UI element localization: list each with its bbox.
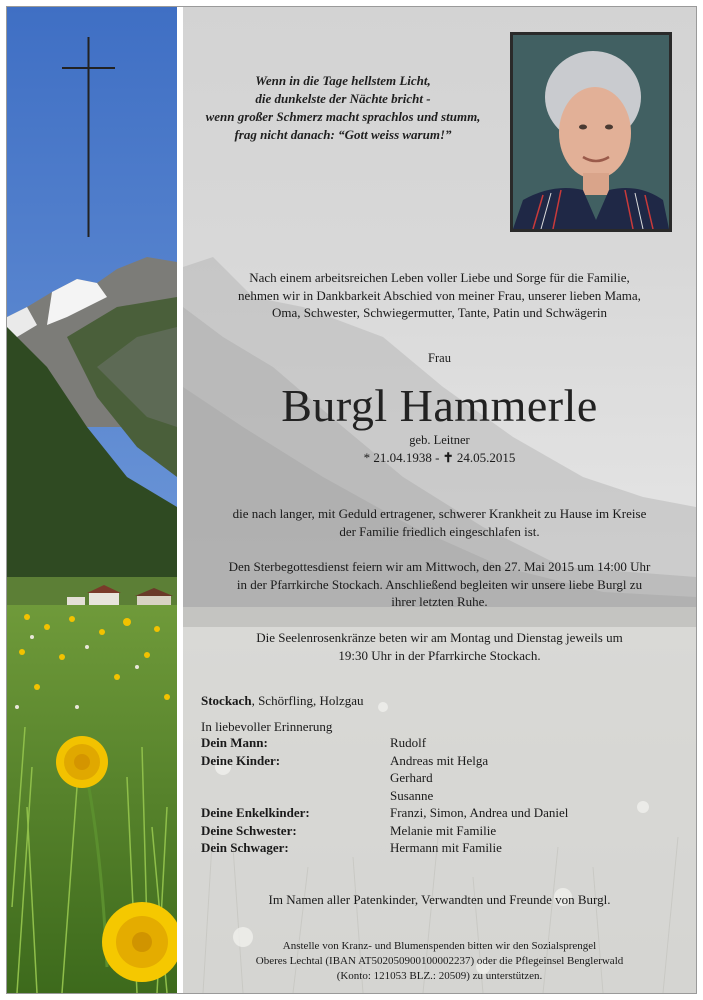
donation-line: Anstelle von Kranz- und Blumenspenden bitten wir den Sozialsprengel (282, 940, 597, 952)
illness-line: der Familie friedlich eingeschlafen ist. (339, 523, 540, 539)
remembrance-line: In liebevoller Erinnerung (201, 719, 333, 734)
donation-line: Oberes Lechtal (IBAN AT502050900100002237) oder die Pflegeinsel Benglerwald (255, 955, 624, 967)
intro-line: Nach einem arbeitsreichen Leben voller Liebe und Sorge für die Familie, (249, 270, 630, 285)
family-label: Deine Kinder: (201, 752, 281, 768)
obituary-card (6, 6, 697, 994)
donation-note (183, 939, 696, 984)
life-dates (183, 450, 696, 466)
funeral-text (183, 558, 696, 611)
family-value: Franzi, Simon, Andrea und Daniel (390, 805, 569, 820)
rosary-line: Die Seelenrosenkränze beten wir am Montag und Dienstag jeweils um (256, 630, 623, 645)
place-rest: , Schörfling, Holzgau (251, 693, 364, 708)
intro-text (183, 269, 696, 322)
portrait-photo (510, 32, 672, 232)
family-value: Andreas mit Helga (390, 752, 489, 768)
poem-line: Wenn in die Tage hellstem Licht, (255, 73, 431, 88)
family-label: Deine Schwester: (201, 822, 297, 838)
rosary-text (183, 629, 696, 664)
salutation: Frau (428, 351, 451, 365)
family-value: Melanie mit Familie (390, 822, 497, 838)
rosary-line: 19:30 Uhr in der Pfarrkirche Stockach. (338, 647, 541, 663)
text-panel (183, 7, 696, 993)
family-label: Dein Mann: (201, 735, 268, 750)
funeral-line: Den Sterbegottesdienst feiern wir am Mittwoch, den 27. Mai 2015 um 14:00 Uhr (228, 559, 651, 574)
deceased-name: Burgl Hammerle (281, 380, 598, 431)
illness-text (183, 505, 696, 540)
birth-date: * 21.04.1938 - (363, 450, 443, 465)
place-line (201, 693, 363, 709)
intro-line: nehmen wir in Dankbarkeit Abschied von meiner Frau, unserer lieben Mama, (238, 287, 641, 303)
maiden-name: geb. Leitner (409, 433, 470, 447)
landscape-photo (7, 7, 177, 993)
donation-line: (Konto: 121053 BLZ.: 20509) zu unterstützen. (336, 970, 543, 982)
poem (183, 72, 503, 144)
poem-line: wenn großer Schmerz macht sprachlos und stumm, (205, 109, 481, 124)
illness-line: die nach langer, mit Geduld ertragener, schwerer Krankheit zu Hause im Kreise (232, 506, 647, 521)
closing-line: Im Namen aller Patenkinder, Verwandten und Freunde von Burgl. (268, 892, 611, 907)
family-label: Deine Enkelkinder: (201, 805, 310, 820)
death-cross-icon: ✝ (442, 450, 454, 465)
family-label: Dein Schwager: (201, 840, 289, 855)
death-date: 24.05.2015 (453, 450, 516, 465)
place-main: Stockach (201, 693, 252, 708)
family-value: Hermann mit Familie (390, 840, 502, 855)
funeral-line: ihrer letzten Ruhe. (391, 594, 488, 609)
funeral-line: in der Pfarrkirche Stockach. Anschließend begleiten wir unsere liebe Burgl zu (236, 576, 643, 592)
poem-line: die dunkelste der Nächte bricht - (255, 91, 431, 106)
poem-line: frag nicht danach: “Gott weiss warum!” (234, 127, 452, 142)
family-value: Rudolf (390, 735, 427, 750)
family-value: Gerhard (390, 770, 433, 785)
family-value: Susanne (390, 787, 434, 803)
intro-line: Oma, Schwester, Schwiegermutter, Tante, Patin und Schwägerin (271, 305, 607, 320)
